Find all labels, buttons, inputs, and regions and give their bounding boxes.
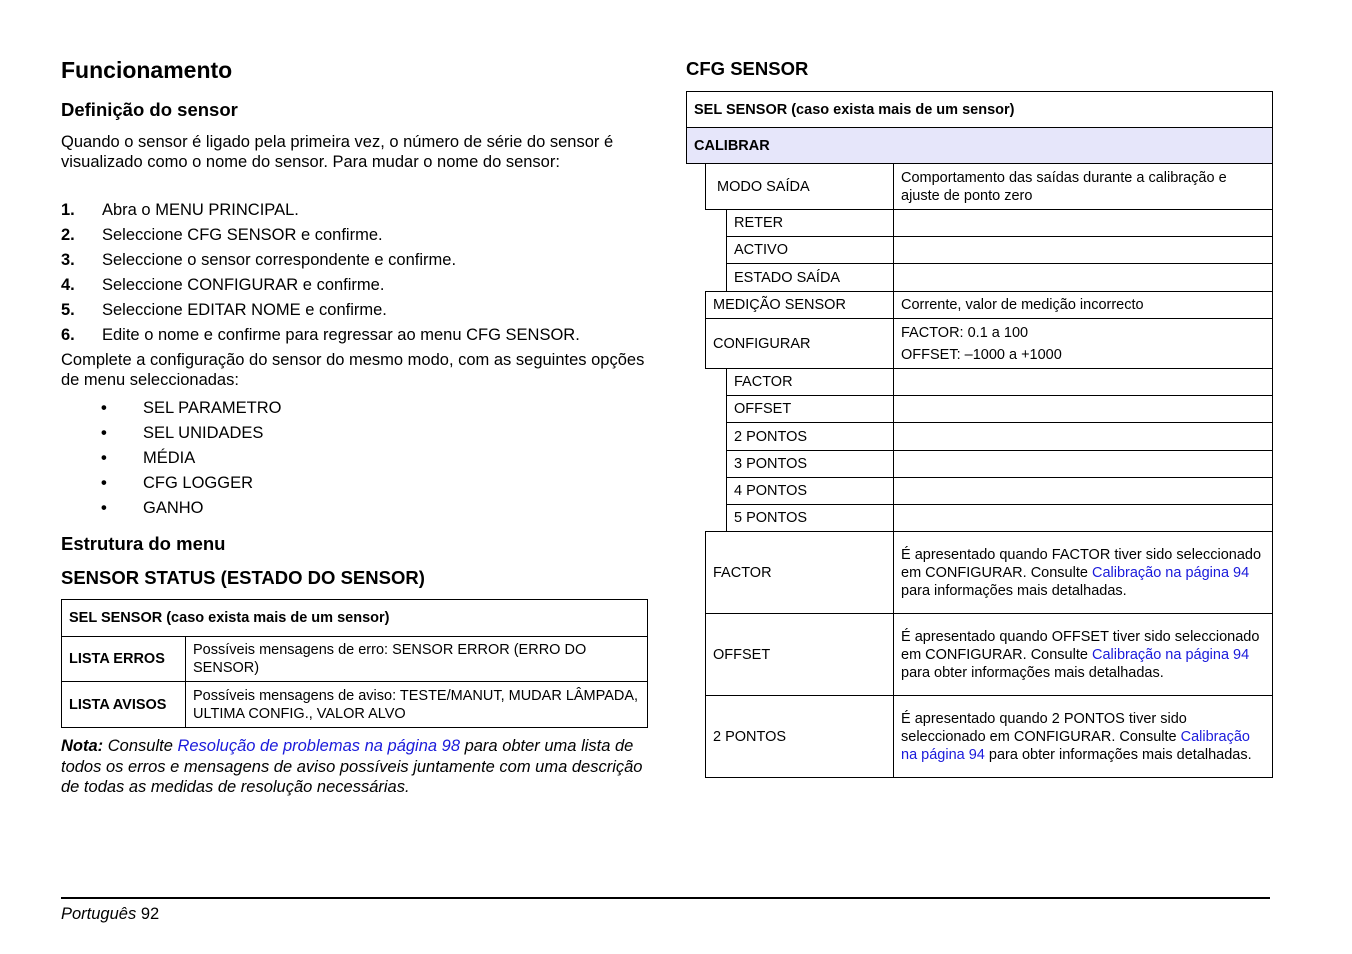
config-item-desc [893, 422, 1273, 451]
cfg-table-header: SEL SENSOR (caso exista mais de um sensor) [686, 91, 1273, 128]
config-item-desc [893, 395, 1273, 423]
sensor-status-heading: SENSOR STATUS (ESTADO DO SENSOR) [61, 567, 425, 588]
sensor-setup-intro: Quando o sensor é ligado pela primeira vez, o número de série do sensor é visualizado como o nome do sensor. Para mudar o nome do sensor: [61, 133, 614, 171]
configurar-name: CONFIGURAR [705, 318, 894, 369]
two-points-name: 2 PONTOS [705, 695, 894, 778]
status-table-header: SEL SENSOR (caso exista mais de um sensor) [61, 599, 648, 637]
config-item: 5 PONTOS [726, 504, 894, 532]
config-item-desc [893, 477, 1273, 505]
config-item: OFFSET [726, 395, 894, 423]
offset-name: OFFSET [705, 613, 894, 696]
modo-item-desc [893, 263, 1273, 292]
modo-item: ACTIVO [726, 236, 894, 264]
config-item-desc [893, 504, 1273, 532]
modo-item: ESTADO SAÍDA [726, 263, 894, 292]
modo-saida-name: MODO SAÍDA [705, 163, 894, 210]
footer-language: Português [61, 905, 137, 923]
config-item-desc [893, 368, 1273, 396]
config-item: FACTOR [726, 368, 894, 396]
offset-desc: É apresentado quando OFFSET tiver sido seleccionado em CONFIGURAR. Consulte Calibração na página 94 para obter informações mais detalhadas. [893, 613, 1273, 696]
config-item: 2 PONTOS [726, 422, 894, 451]
modo-item: RETER [726, 209, 894, 237]
page-title: Funcionamento [61, 57, 233, 83]
menu-structure-heading: Estrutura do menu [61, 533, 226, 554]
status-row-name: LISTA AVISOS [61, 681, 186, 728]
footer-rule [61, 897, 1270, 899]
page-number: 92 [140, 905, 160, 923]
calibration-link[interactable]: Calibração na página 94 [901, 728, 1250, 763]
configurar-desc: FACTOR: 0.1 a 100 OFFSET: –1000 a +1000 [893, 318, 1273, 369]
status-row-name: LISTA ERROS [61, 636, 186, 682]
troubleshooting-link[interactable]: Resolução de problemas na página 98 [177, 737, 460, 755]
note-paragraph: Nota: Consulte Resolução de problemas na página 98 para obter uma lista de todos os erros e mensagens de aviso possíveis juntamente com uma descrição de todas as medidas de resolução necessárias. [61, 737, 643, 796]
factor-name: FACTOR [705, 531, 894, 614]
two-points-desc: É apresentado quando 2 PONTOS tiver sido seleccionado em CONFIGURAR. Consulte Calibração na página 94 para obter informações mais detalhadas. [893, 695, 1273, 778]
modo-item-desc [893, 209, 1273, 237]
config-item: 3 PONTOS [726, 450, 894, 478]
sensor-setup-heading: Definição do sensor [61, 99, 238, 120]
medicao-sensor-desc: Corrente, valor de medição incorrecto [893, 291, 1273, 319]
config-item: 4 PONTOS [726, 477, 894, 505]
status-row-desc: Possíveis mensagens de aviso: TESTE/MANUT, MUDAR LÂMPADA, ULTIMA CONFIG., VALOR ALVO [185, 681, 648, 728]
factor-desc: É apresentado quando FACTOR tiver sido seleccionado em CONFIGURAR. Consulte Calibração na página 94 para informações mais detalhadas. [893, 531, 1273, 614]
config-item-desc [893, 450, 1273, 478]
modo-saida-desc: Comportamento das saídas durante a calibração e ajuste de ponto zero [893, 163, 1273, 210]
cfg-sensor-heading: CFG SENSOR [686, 58, 809, 79]
sensor-setup-after: Complete a configuração do sensor do mesmo modo, com as seguintes opções de menu seleccionadas: [61, 351, 645, 389]
page-footer [61, 905, 159, 924]
calibration-link[interactable]: Calibração na página 94 [1091, 646, 1250, 663]
note-label: Nota: [61, 737, 104, 755]
status-row-desc: Possíveis mensagens de erro: SENSOR ERROR (ERRO DO SENSOR) [185, 636, 648, 682]
medicao-sensor-name: MEDIÇÃO SENSOR [705, 291, 894, 319]
modo-item-desc [893, 236, 1273, 264]
calibrar-row: CALIBRAR [686, 127, 1273, 164]
calibration-link[interactable]: Calibração na página 94 [1091, 564, 1250, 581]
